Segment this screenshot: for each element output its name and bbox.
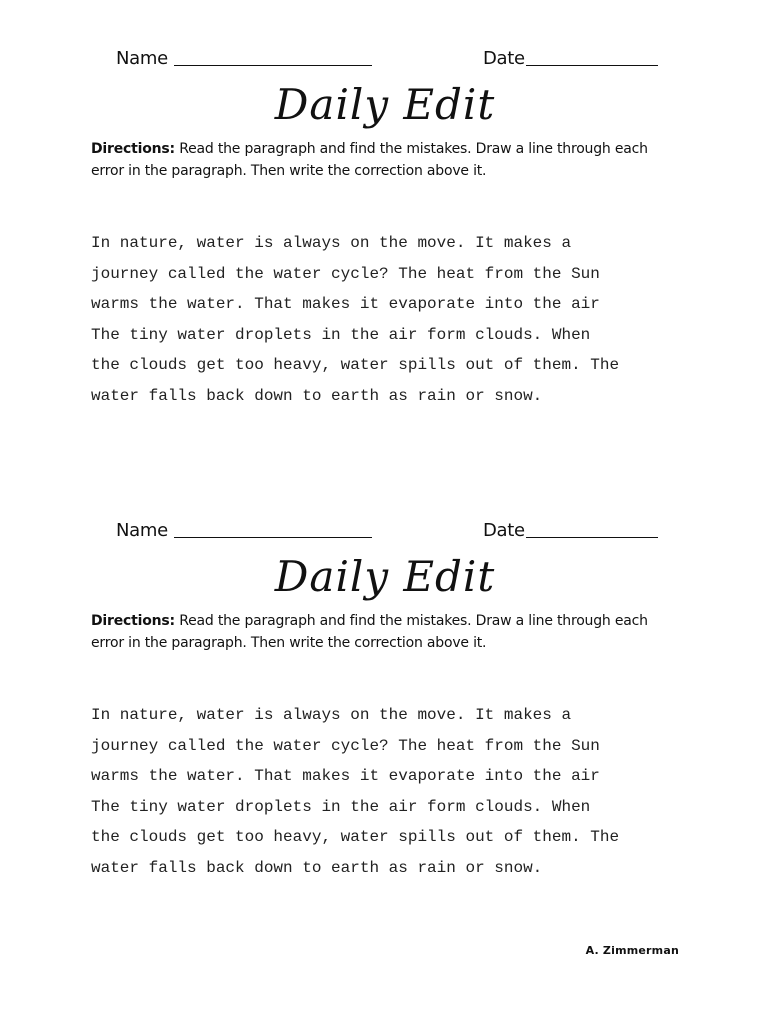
directions — [91, 610, 681, 654]
name-blank-line — [174, 64, 372, 66]
name-label: Name — [116, 48, 168, 69]
paragraph-line: the clouds get too heavy, water spills out of them. The — [91, 356, 620, 375]
paragraph-line: the clouds get too heavy, water spills out of them. The — [91, 828, 620, 847]
directions-text: Read the paragraph and find the mistakes. Draw a line through each error in the paragraph. Then write the correction above it. — [91, 613, 648, 651]
name-label: Name — [116, 520, 168, 541]
date-field — [483, 520, 658, 541]
paragraph-line: In nature, water is always on the move. It makes a — [91, 234, 572, 252]
edit-paragraph — [91, 228, 691, 412]
name-blank-line — [174, 536, 372, 538]
directions-text: Read the paragraph and find the mistakes. Draw a line through each error in the paragraph. Then write the correction above it. — [91, 141, 648, 179]
directions — [91, 138, 681, 182]
date-label: Date — [483, 520, 525, 541]
date-blank-line — [526, 536, 658, 538]
directions-label: Directions: — [91, 613, 175, 629]
paragraph-line: water falls back down to earth as rain or snow. — [91, 858, 543, 877]
date-blank-line — [526, 64, 658, 66]
paragraph-line: water falls back down to earth as rain or snow. — [91, 386, 543, 405]
paragraph-line: journey called the water cycle? The heat from the Sun — [91, 264, 600, 283]
paragraph-line: warms the water. That makes it evaporate into the air — [91, 767, 600, 786]
paragraph-line: journey called the water cycle? The heat from the Sun — [91, 736, 600, 755]
name-field — [116, 48, 372, 69]
page-title: Daily Edit — [274, 552, 496, 601]
author-credit: A. Zimmerman — [585, 944, 679, 957]
paragraph-line: warms the water. That makes it evaporate into the air — [91, 295, 600, 314]
date-field — [483, 48, 658, 69]
directions-label: Directions: — [91, 141, 175, 157]
worksheet-2 — [0, 472, 770, 892]
paragraph-line: The tiny water droplets in the air form clouds. When — [91, 797, 591, 816]
page-title: Daily Edit — [274, 80, 496, 129]
paragraph-line: The tiny water droplets in the air form clouds. When — [91, 325, 591, 344]
date-label: Date — [483, 48, 525, 69]
edit-paragraph — [91, 700, 691, 884]
name-field — [116, 520, 372, 541]
paragraph-line: In nature, water is always on the move. It makes a — [91, 706, 572, 724]
worksheet-1 — [0, 0, 770, 420]
